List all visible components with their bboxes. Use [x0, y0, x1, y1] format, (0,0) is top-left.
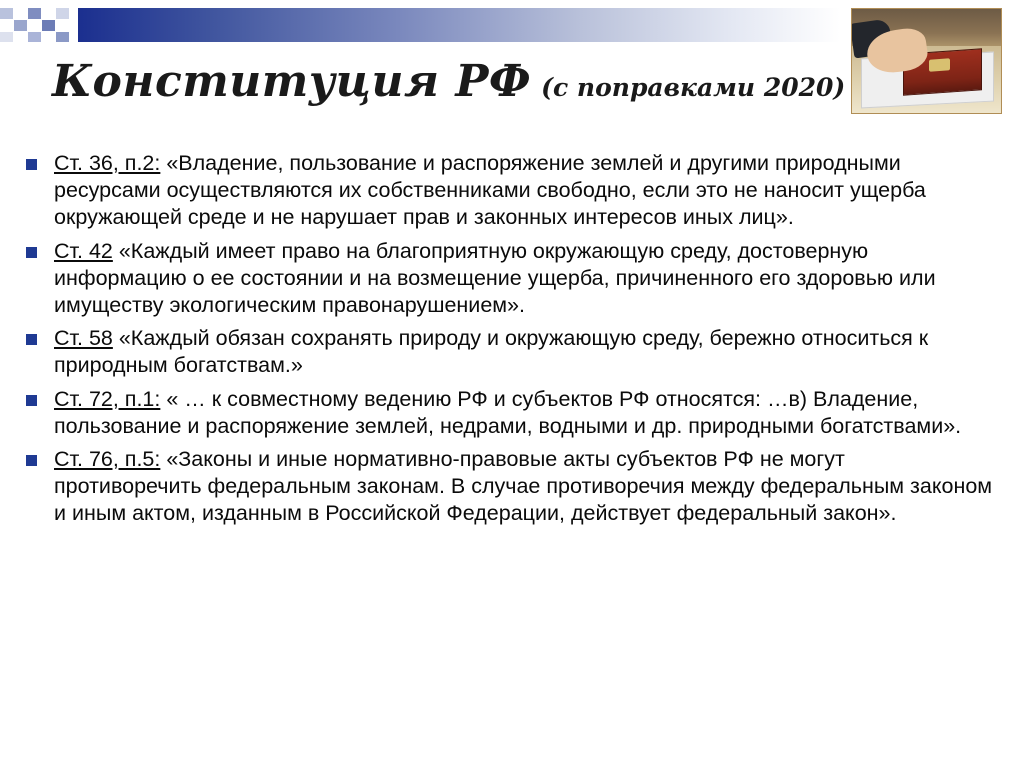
list-item: [14, 150, 998, 232]
gradient-bar-decoration: [78, 8, 840, 42]
square-bullet-icon: [26, 247, 37, 258]
article-text: «Каждый обязан сохранять природу и окружающую среду, бережно относиться к природным богатствам.»: [54, 326, 929, 378]
slide-title: [52, 56, 846, 107]
article-text: « … к совместному ведению РФ и субъектов РФ относятся: …в) Владение, пользование и распоряжение землей, недрами, водными и др. природными богатствами».: [54, 386, 962, 438]
list-item: [14, 386, 998, 440]
list-item: [14, 325, 998, 379]
page-title: Конституция РФ: [52, 56, 532, 107]
square-bullet-icon: [26, 159, 37, 170]
article-text: «Владение, пользование и распоряжение землей и другими природными ресурсами осуществляются их собственниками свободно, если это не наносит ущерба окружающей среде и не нарушает прав и законных интересов иных лиц».: [54, 151, 926, 230]
list-item: [14, 446, 998, 528]
page-subtitle: (с поправками 2020): [541, 73, 846, 102]
square-bullet-icon: [26, 334, 37, 345]
square-bullet-icon: [26, 455, 37, 466]
article-number: Ст. 42: [54, 238, 113, 263]
checker-squares-decoration: [0, 8, 78, 42]
article-number: Ст. 58: [54, 326, 113, 351]
square-bullet-icon: [26, 395, 37, 406]
article-text: «Каждый имеет право на благоприятную окружающую среду, достоверную информацию о ее состоянии и на возмещение ущерба, причиненного его здоровью или имуществу экологическим правонарушением».: [54, 238, 936, 317]
photo-book-emblem: [929, 58, 950, 72]
article-number: Ст. 36, п.2:: [54, 151, 161, 175]
list-item: [14, 238, 998, 320]
article-number: Ст. 76, п.5:: [54, 446, 161, 471]
constitution-photo: [851, 8, 1002, 114]
article-number: Ст. 72, п.1:: [54, 386, 161, 411]
slide-body: [0, 150, 1024, 533]
constitution-articles-list: [0, 150, 1024, 527]
article-text: «Законы и иные нормативно-правовые акты субъектов РФ не могут противоречить федеральным законам. В случае противоречия между федеральным законом и иным актом, изданным в Российской Федерации, действует федеральный закон».: [54, 446, 993, 526]
header-decoration-band: [0, 8, 840, 42]
